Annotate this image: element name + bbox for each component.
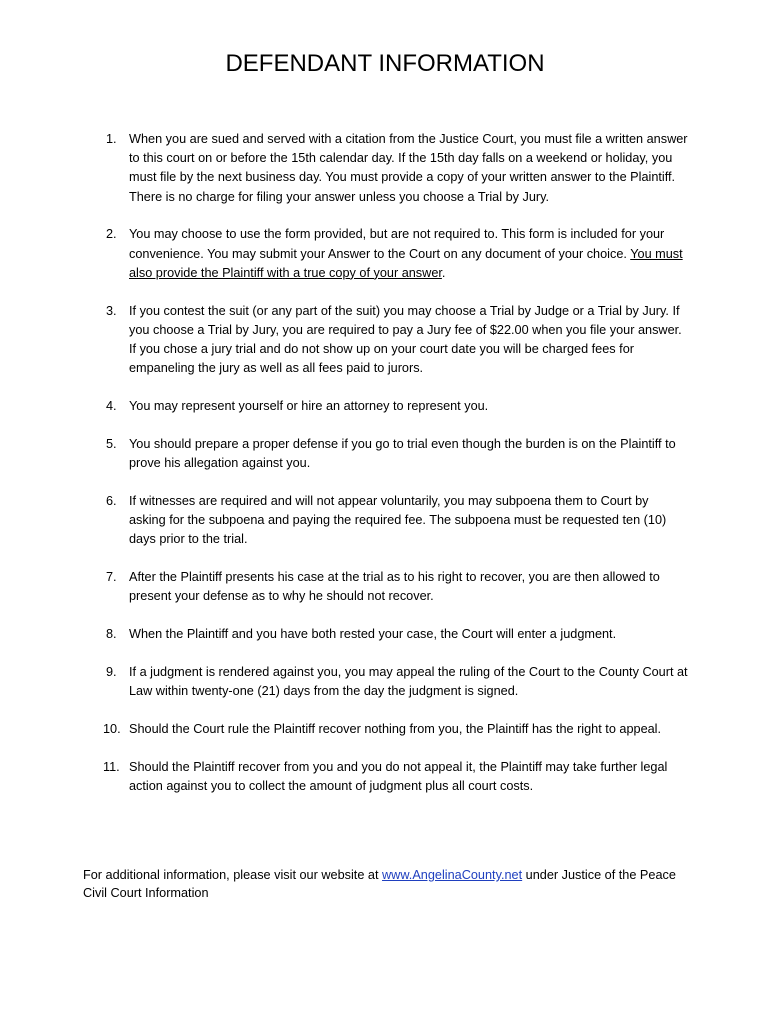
list-number: 3. [106,303,117,318]
list-item-10 [96,720,688,739]
underlined-notice: You must also provide the Plaintiff with a true copy of your answer [129,246,683,280]
list-item-text: If you contest the suit (or any part of the suit) you may choose a Trial by Judge or a Trial by Jury. If you choose a Trial by Jury, you are required to pay a Jury fee of $22.00 when you file your answer. If you chose a jury trial and do not show up on your court date you will be charged fees for empaneling the jury as well as all fees paid to jurors. [129,303,682,376]
list-item-1 [96,130,688,207]
list-number: 10. [103,721,121,736]
page-title: DEFENDANT INFORMATION [225,50,545,77]
list-number: 4. [106,399,117,414]
list-number: 6. [106,493,117,508]
list-item-4 [96,397,688,416]
list-item-7 [96,568,688,606]
list-number: 11. [103,759,120,774]
list-item-text: You should prepare a proper defense if you go to trial even though the burden is on the Plaintiff to prove his allegation against you. [129,436,676,471]
list-number: 2. [106,227,117,242]
website-link[interactable]: www.AngelinaCounty.net [382,868,523,882]
list-item-2 [96,225,688,283]
list-number: 5. [106,436,117,451]
list-item-9 [96,663,688,701]
list-item-text: If witnesses are required and will not appear voluntarily, you may subpoena them to Court by asking for the subpoena and paying the required fee. The subpoena must be requested ten (10) days prior to the trial. [129,493,667,547]
list-number: 1. [106,132,117,146]
list-number: 7. [106,570,117,585]
footer-note [83,866,703,902]
instruction-list [96,130,688,815]
list-item-text: Should the Plaintiff recover from you and you do not appeal it, the Plaintiff may take further legal action against you to collect the amount of judgment plus all court costs. [129,759,668,793]
list-item-text-end: . [441,265,446,280]
list-item-6 [96,492,688,550]
list-item-8 [96,625,688,644]
list-item-11 [96,758,688,796]
list-item-text: You may represent yourself or hire an attorney to represent you. [129,399,489,414]
list-item-text: If a judgment is rendered against you, you may appeal the ruling of the Court to the County Court at Law within twenty-one (21) days from the day the judgment is signed. [129,664,688,699]
footer-text-end: under Justice of the Peace Civil Court Information [83,868,676,900]
list-item-5 [96,435,688,473]
list-number: 9. [106,664,117,679]
list-item-text: After the Plaintiff presents his case at the trial as to his right to recover, you are then allowed to present your defense as to why he should not recover. [129,570,660,604]
list-item-text: You may choose to use the form provided, but are not required to. This form is included for your convenience. You may submit your Answer to the Court on any document of your choice. [129,227,665,261]
footer-text: For additional information, please visit our website at [83,868,383,882]
list-item-text: Should the Court rule the Plaintiff recover nothing from you, the Plaintiff has the right to appeal. [129,721,662,736]
list-item-text: When the Plaintiff and you have both rested your case, the Court will enter a judgment. [129,627,617,642]
list-item-3 [96,302,688,379]
list-number: 8. [106,627,117,642]
list-item-text: When you are sued and served with a citation from the Justice Court, you must file a written answer to this court on or before the 15th calendar day. If the 15th day falls on a weekend or holiday, you must file by the next business day. You must provide a copy of your written answer to the Plaintiff. There is no charge for filing your answer unless you choose a Trial by Jury. [129,132,688,204]
